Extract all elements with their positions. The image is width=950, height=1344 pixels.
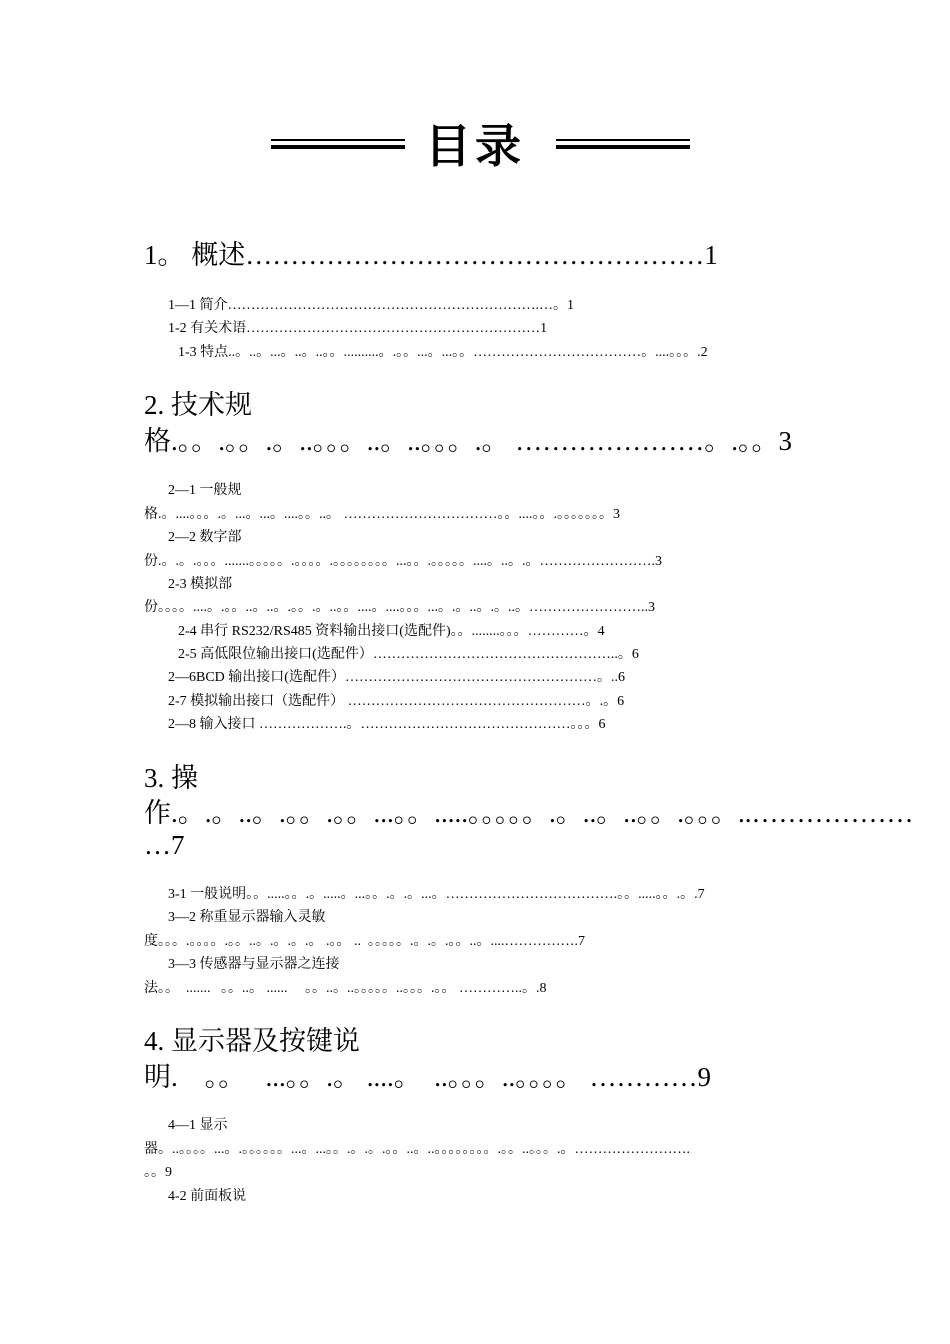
toc-section-3-cont[interactable]: 作.。.。..。.。。.。。...。。.....。。。。。.。..。..。。.。。。..……………… bbox=[144, 798, 914, 828]
page-title: 目录 bbox=[425, 119, 525, 173]
toc-item-3-3[interactable]: 3—3 传感器与显示器之连接 bbox=[168, 957, 340, 972]
toc-item-2-3-cont[interactable]: 份。。。。....。.。。..。..。.。。.。..。。....。....。。。...。.。..。.。..。……………………..3 bbox=[144, 600, 655, 615]
title-rule-right bbox=[556, 139, 690, 149]
toc-section-1[interactable]: 1。 概述……………………………………………1 bbox=[144, 240, 718, 270]
toc-item-1-1[interactable]: 1—1 简介………………………………………………………….…。1 bbox=[168, 298, 574, 313]
toc-section-3[interactable]: 3. 操 bbox=[144, 763, 198, 793]
toc-item-4-2[interactable]: 4-2 前面板说 bbox=[168, 1189, 247, 1204]
toc-item-2-8[interactable]: 2—8 输入接口 ……………….。………………………………………。。。6 bbox=[168, 717, 606, 732]
toc-item-4-1[interactable]: 4—1 显示 bbox=[168, 1118, 228, 1133]
toc-item-2-3[interactable]: 2-3 模拟部 bbox=[168, 577, 233, 592]
toc-item-1-3[interactable]: 1-3 特点..。..。...。..。..。。..........。.。。...。...。。………………………………。....。。。.2 bbox=[178, 345, 708, 360]
toc-item-4-1-cont[interactable]: 器。..。。。。...。.。。。。。。...。...。。.。.。.。。..。..。。。。。。。。.。。..。。。.。……………………. bbox=[144, 1142, 690, 1157]
toc-title-row bbox=[0, 118, 950, 178]
toc-item-2-4[interactable]: 2-4 串行 RS232/RS485 资料输出接口(选配件)。。........。。。…………。4 bbox=[178, 624, 605, 639]
toc-item-2-2-cont[interactable]: 份.。.。.。。。.......。。。。。.。。。。.。。。。。。。。...。。.。。。。。....。..。.。…………………….3 bbox=[144, 554, 662, 569]
toc-item-3-2[interactable]: 3—2 称重显示器输入灵敏 bbox=[168, 910, 326, 925]
toc-item-1-2[interactable]: 1-2 有关术语………………………………………………………1 bbox=[168, 321, 548, 336]
toc-item-3-3-cont[interactable]: 法。。 ....... 。。..。 ...... 。。..。..。。。。。..。。。.。。 …………..。.8 bbox=[144, 981, 547, 996]
toc-item-2-1[interactable]: 2—1 一般规 bbox=[168, 483, 242, 498]
toc-item-2-5[interactable]: 2-5 高低限位输出接口(选配件）……………………………………………..。6 bbox=[178, 647, 639, 662]
toc-item-3-2-cont[interactable]: 度。。。.。。。。.。。..。.。.。.。 .。。 .. 。。。。。.。.。.。。..。....…………….7 bbox=[144, 934, 585, 949]
toc-section-2[interactable]: 2. 技术规 bbox=[144, 390, 252, 420]
toc-section-4[interactable]: 4. 显示器及按键说 bbox=[144, 1026, 360, 1056]
toc-section-2-cont[interactable]: 格.。。.。。.。..。。。..。..。。。.。 …………………。.。。3 bbox=[144, 426, 792, 456]
toc-item-2-7[interactable]: 2-7 模拟输出接口（选配件） ……………………………………………。.。6 bbox=[168, 694, 625, 709]
toc-item-2-1-cont[interactable]: 格.。....。。。.。...。...。....。。..。 ……………………………。。....。。.。。。。。。。3 bbox=[144, 507, 620, 522]
toc-item-2-6[interactable]: 2—6BCD 输出接口(选配件）………………………………………………。..6 bbox=[168, 670, 625, 685]
toc-item-2-2[interactable]: 2—2 数字部 bbox=[168, 530, 242, 545]
toc-section-4-cont[interactable]: 明. 。。 ...。。.。 ....。 ..。。。..。。。。 …………9 bbox=[144, 1062, 711, 1092]
toc-section-3-page[interactable]: …7 bbox=[144, 830, 185, 860]
toc-item-3-1[interactable]: 3-1 一般说明。。.....。。.。.....。...。。.。.。...。……………………………….。。.....。。.。.7 bbox=[168, 887, 705, 902]
toc-item-4-1-page[interactable]: 。。9 bbox=[144, 1165, 172, 1180]
